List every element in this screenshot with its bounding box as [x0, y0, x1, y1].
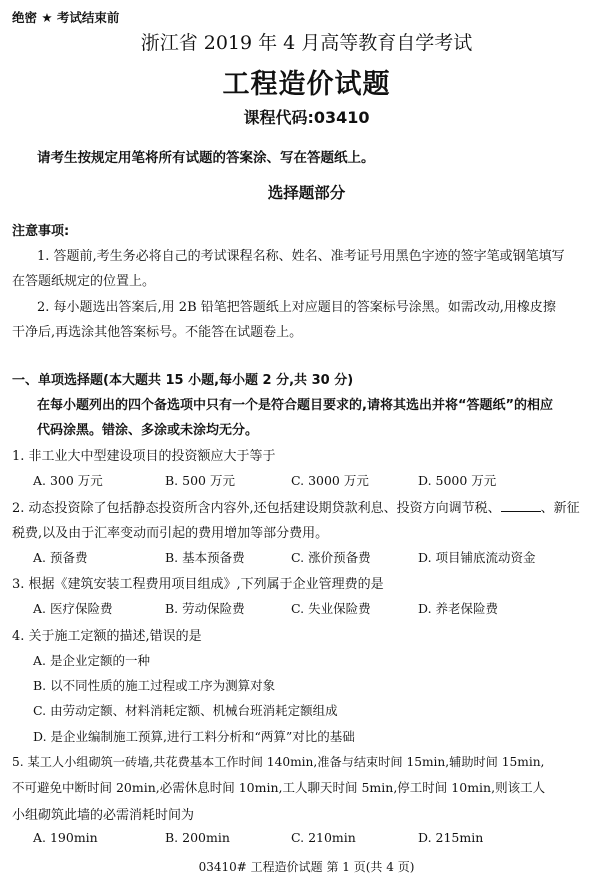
question-1-option-b: B. 500 万元 [165, 473, 235, 488]
note-2-line-1: 2. 每小题选出答案后,用 2B 铅笔把答题纸上对应题目的答案标号涂黑。如需改动,用橡皮擦 [37, 300, 556, 315]
question-2-option-b: B. 基本预备费 [165, 550, 245, 565]
question-4-option-a: A. 是企业定额的一种 [33, 653, 150, 668]
question-3-option-a: A. 医疗保险费 [33, 601, 113, 616]
question-2-stem-part-1: 2. 动态投资除了包括静态投资所含内容外,还包括建设期贷款利息、投资方向调节税、 [12, 501, 501, 516]
question-3-option-c: C. 失业保险费 [291, 601, 371, 616]
note-1-line-1: 1. 答题前,考生务必将自己的考试课程名称、姓名、准考证号用黑色字迹的签字笔或钢笔填写 [37, 249, 565, 264]
part1-heading: 一、单项选择题(本大题共 15 小题,每小题 2 分,共 30 分) [12, 373, 354, 388]
note-1-line-2: 在答题纸规定的位置上。 [12, 274, 156, 289]
course-code: 课程代码:03410 [243, 108, 370, 127]
question-5-option-c: C. 210min [291, 830, 356, 845]
note-2-line-2: 干净后,再选涂其他答案标号。不能答在试题卷上。 [12, 325, 303, 340]
part1-instruction-line-1: 在每小题列出的四个备选项中只有一个是符合题目要求的,请将其选出并将“答题纸”的相应 [37, 398, 554, 413]
question-4-option-d: D. 是企业编制施工预算,进行工料分析和“两算”对比的基础 [33, 729, 355, 744]
paper-title: 工程造价试题 [222, 69, 391, 100]
question-1-option-d: D. 5000 万元 [418, 473, 497, 488]
question-3-stem: 3. 根据《建筑安装工程费用项目组成》,下列属于企业管理费的是 [12, 577, 384, 592]
question-3-option-b: B. 劳动保险费 [165, 601, 245, 616]
question-2-stem-line-1 [12, 497, 580, 516]
question-5-stem-line-3: 小组砌筑此墙的必需消耗时间为 [12, 808, 195, 823]
question-5-stem-line-2: 不可避免中断时间 20min,必需休息时间 10min,工人聊天时间 5min,停工时间 10min,则该工人 [12, 780, 546, 795]
question-2-option-a: A. 预备费 [33, 550, 88, 565]
exam-title: 浙江省 2019 年 4 月高等教育自学考试 [140, 32, 473, 54]
answer-instruction: 请考生按规定用笔将所有试题的答案涂、写在答题纸上。 [37, 150, 375, 166]
question-1-stem: 1. 非工业大中型建设项目的投资额应大于等于 [12, 449, 276, 464]
question-5-option-b: B. 200min [165, 830, 230, 845]
notes-title: 注意事项: [12, 224, 70, 239]
page-footer: 03410# 工程造价试题 第 1 页(共 4 页) [198, 860, 415, 874]
question-5-option-a: A. 190min [33, 830, 98, 845]
section-title: 选择题部分 [267, 184, 346, 202]
question-2-stem-line-2: 税费,以及由于汇率变动而引起的费用增加等部分费用。 [12, 526, 329, 541]
question-4-stem: 4. 关于施工定额的描述,错误的是 [12, 629, 202, 644]
question-4-option-c: C. 由劳动定额、材料消耗定额、机械台班消耗定额组成 [33, 703, 338, 718]
question-2-blank [501, 500, 541, 512]
secret-mark: 绝密 ★ 考试结束前 [12, 10, 120, 25]
part1-instruction-line-2: 代码涂黑。错涂、多涂或未涂均无分。 [37, 423, 259, 438]
question-2-stem-part-2: 、新征 [540, 501, 580, 516]
question-1-option-c: C. 3000 万元 [291, 473, 369, 488]
question-1-option-a: A. 300 万元 [33, 473, 103, 488]
question-3-option-d: D. 养老保险费 [418, 601, 499, 616]
question-4-option-b: B. 以不同性质的施工过程或工序为测算对象 [33, 678, 276, 693]
question-5-option-d: D. 215min [418, 830, 484, 845]
question-5-stem-line-1: 5. 某工人小组砌筑一砖墙,共花费基本工作时间 140min,准备与结束时间 15min,辅助时间 15min, [12, 755, 545, 769]
question-2-option-c: C. 涨价预备费 [291, 550, 371, 565]
question-2-option-d: D. 项目铺底流动资金 [418, 550, 536, 565]
